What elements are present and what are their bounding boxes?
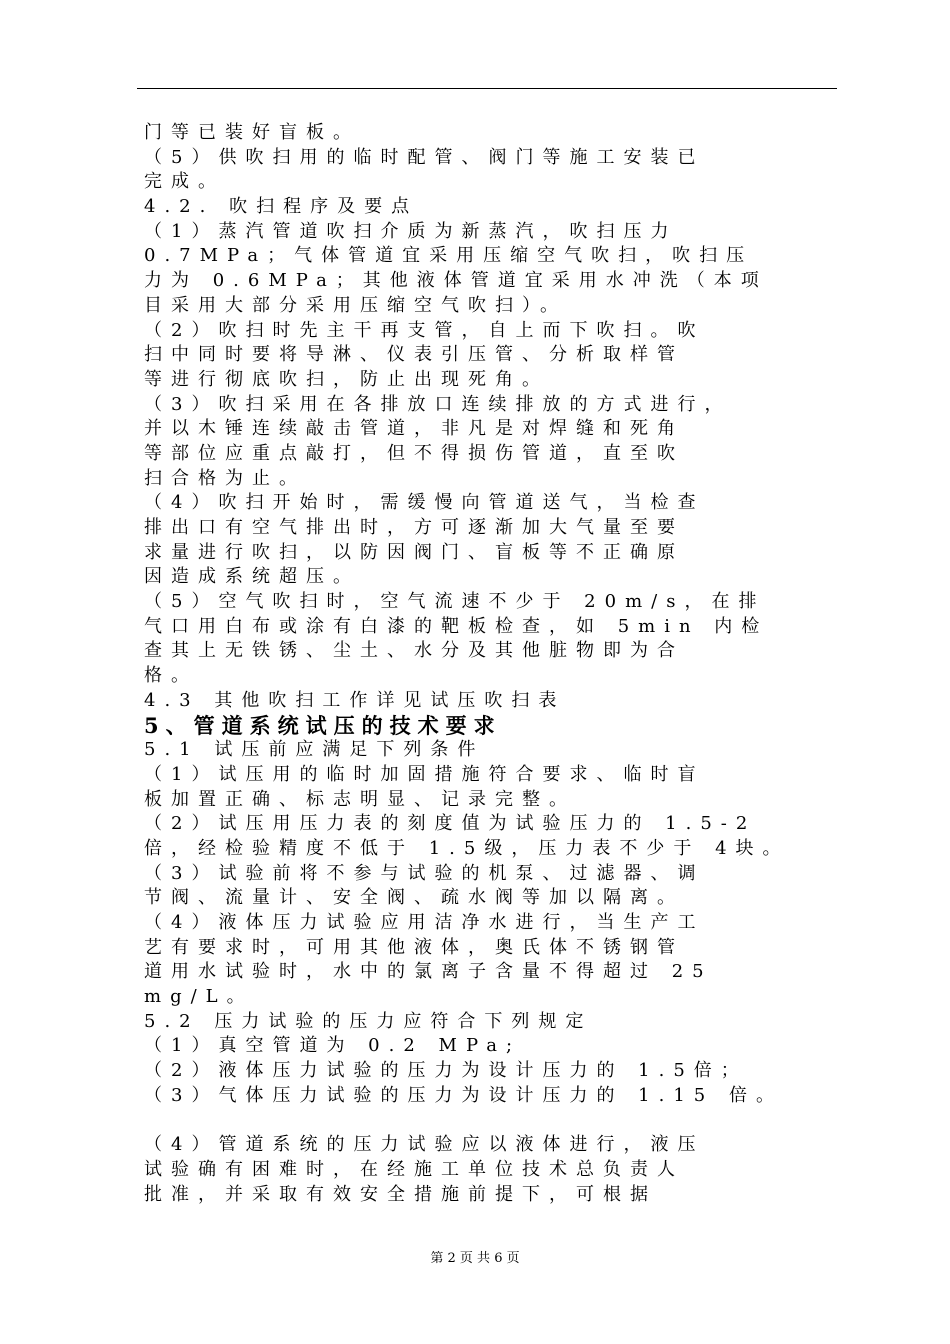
body-line: （1）蒸汽管道吹扫介质为新蒸汽，吹扫压力 — [144, 220, 678, 242]
body-line: （3）气体压力试验的压力为设计压力的 1.15 倍。 — [144, 1084, 783, 1106]
body-line: （3）吹扫采用在各排放口连续排放的方式进行， — [144, 393, 732, 415]
body-line: （2）吹扫时先主干再支管，自上而下吹扫。吹 — [144, 319, 705, 341]
document-body — [144, 121, 844, 1207]
body-line: （4）吹扫开始时，需缓慢向管道送气，当检查 — [144, 492, 705, 514]
body-line: 气口用白布或涂有白漆的靶板检查，如 5min 内检 — [144, 615, 769, 637]
body-line: （5）空气吹扫时，空气流速不少于 20m/s，在排 — [144, 591, 766, 613]
body-line: mg/L。 — [144, 986, 254, 1008]
section-title-4-3: 4.3 其他吹扫工作详见试压吹扫表 — [144, 689, 566, 711]
body-line: 门等已装好盲板。 — [144, 122, 360, 143]
body-line: 艺有要求时，可用其他液体，奥氏体不锈钢管 — [144, 936, 684, 958]
body-line: （4）管道系统的压力试验应以液体进行，液压 — [144, 1134, 705, 1156]
body-line: 力为 0.6MPa；其他液体管道宜采用水冲洗（本项 — [144, 270, 768, 292]
body-line: 倍，经检验精度不低于 1.5级，压力表不少于 4块。 — [144, 837, 790, 859]
page-footer — [0, 1247, 950, 1266]
body-line: 查其上无铁锈、尘土、水分及其他脏物即为合 — [144, 640, 684, 662]
section-title-5-1: 5.1 试压前应满足下列条件 — [144, 739, 485, 761]
body-line: 目采用大部分采用压缩空气吹扫）。 — [144, 294, 567, 316]
body-line: 格。 — [144, 665, 198, 687]
body-line: （5）供吹扫用的临时配管、阀门等施工安装已 — [144, 146, 705, 168]
body-line: （1）试压用的临时加固措施符合要求、临时盲 — [144, 763, 705, 785]
body-line: （4）液体压力试验应用洁净水进行，当生产工 — [144, 912, 705, 933]
body-line: 节阀、流量计、安全阀、疏水阀等加以隔离。 — [144, 887, 684, 909]
body-line: 并以木锤连续敲击管道，非凡是对焊缝和死角 — [144, 418, 684, 440]
page-number-label: 第 2 页 共 6 页 — [430, 1251, 520, 1266]
body-line: 扫中同时要将导淋、仪表引压管、分析取样管 — [144, 344, 684, 366]
body-line: 道用水试验时，水中的氯离子含量不得超过 25 — [144, 961, 713, 983]
body-line: （1）真空管道为 0.2 MPa; — [144, 1035, 522, 1057]
header-rule — [137, 88, 837, 89]
body-line: 板加置正确、标志明显、记录完整。 — [144, 788, 576, 810]
body-line: （3）试验前将不参与试验的机泵、过滤器、调 — [144, 862, 705, 884]
body-line: （2）液体压力试验的压力为设计压力的 1.5倍； — [144, 1060, 748, 1082]
blank-line — [144, 1109, 844, 1134]
body-line: 等进行彻底吹扫，防止出现死角。 — [144, 368, 549, 390]
body-line: 批准，并采取有效安全措施前提下，可根据 — [144, 1183, 657, 1205]
body-line: 试验确有困难时，在经施工单位技术总负责人 — [144, 1158, 684, 1180]
body-line: 0.7MPa；气体管道宜采用压缩空气吹扫，吹扫压 — [144, 245, 754, 267]
body-line: 排出口有空气排出时，方可逐渐加大气量至要 — [144, 517, 684, 538]
chapter-heading-5: 5、管道系统试压的技术要求 — [144, 712, 502, 738]
body-line: （2）试压用压力表的刻度值为试验压力的 1.5-2 — [144, 813, 757, 835]
body-line: 因造成系统超压。 — [144, 566, 360, 588]
body-line: 求量进行吹扫，以防因阀门、盲板等不正确原 — [144, 541, 684, 563]
body-line: 等部位应重点敲打，但不得损伤管道，直至吹 — [144, 442, 684, 464]
body-line: 完成。 — [144, 171, 225, 193]
section-title-4-2: 4.2. 吹扫程序及要点 — [144, 196, 419, 218]
body-line: 扫合格为止。 — [144, 467, 306, 489]
section-title-5-2: 5.2 压力试验的压力应符合下列规定 — [144, 1010, 593, 1032]
